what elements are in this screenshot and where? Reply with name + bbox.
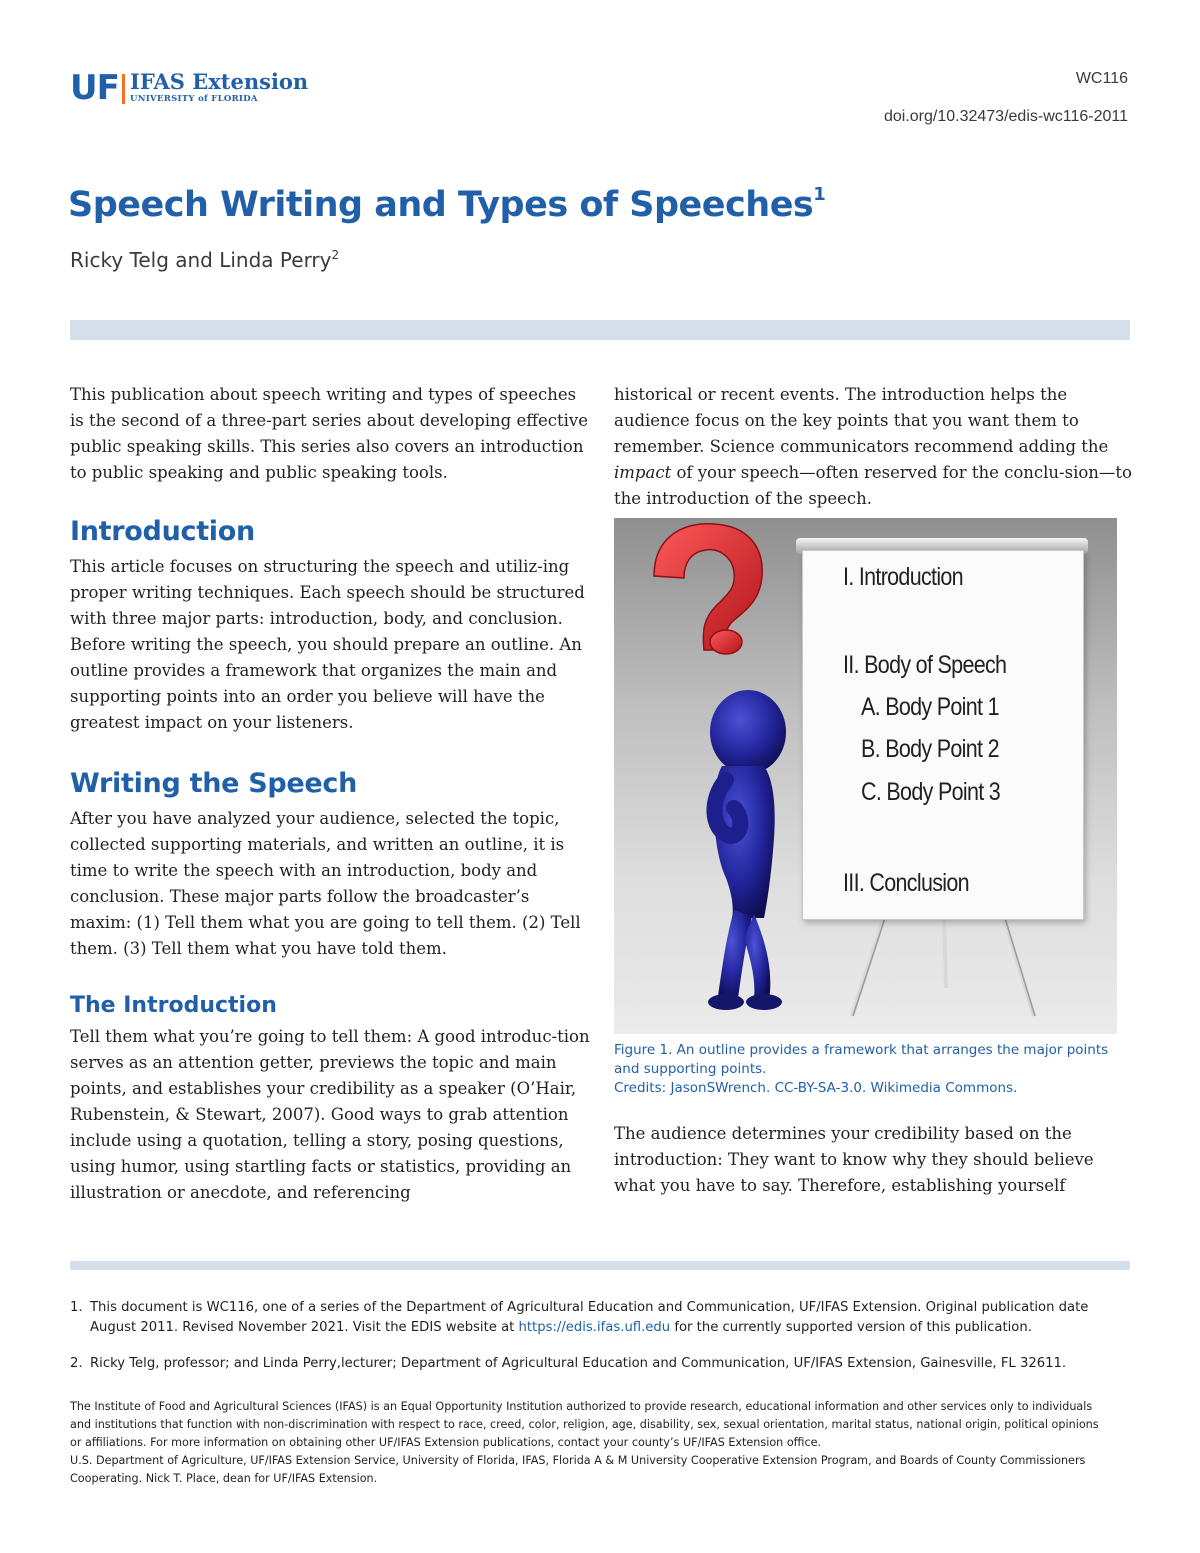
legal-notice-usda: U.S. Department of Agriculture, UF/IFAS Extension Service, University of Florida, IFAS, Florida A & M University Cooperative Extension Program, and Boards of County Commissioners Cooperating. Nick T. Place, dean for UF/IFAS Extension. — [70, 1454, 1086, 1485]
thinking-figure-illustration — [614, 518, 1117, 1034]
introduction-paragraph: This article focuses on structuring the speech and utiliz-ing proper writing techniques. Each speech should be structured with three major parts: introduction, body, and conclusion. Before writing the speech, you should prepare an outline. An outline provides a framework that organizes the main and supporting points into an order you believe will have the greatest impact on your listeners. — [70, 557, 585, 732]
figure-caption — [614, 1041, 1124, 1098]
doi-link[interactable]: doi.org/10.32473/edis-wc116-2011 — [883, 108, 1128, 125]
page-title-text: Speech Writing and Types of Speeches — [68, 185, 814, 225]
document-id: WC116 — [1075, 70, 1128, 87]
right-paragraph-1-part-b: of your speech—often reserved for the conclu-sion—to the introduction of the speech. — [614, 463, 1132, 508]
figure-credits[interactable]: Credits: JasonSWrench. CC-BY-SA-3.0. Wikimedia Commons. — [614, 1080, 1018, 1096]
header-rule — [70, 320, 1130, 340]
left-column — [70, 382, 590, 1206]
heading-writing-the-speech: Writing the Speech — [70, 768, 358, 799]
footnote-2 — [70, 1354, 1120, 1374]
right-paragraph-2: The audience determines your credibility based on the introduction: They want to know why they should believe what you have to say. Therefore, establishing yourself — [614, 1124, 1094, 1195]
figure-caption-text: Figure 1. An outline provides a framework that arranges the major points and supporting points. — [614, 1042, 1109, 1077]
logo-divider — [122, 74, 125, 104]
right-column-bottom — [614, 1121, 1124, 1199]
board-line-6: III. Conclusion — [843, 869, 969, 897]
impact-emphasis: impact — [614, 463, 672, 482]
footnote-rule — [70, 1261, 1130, 1270]
authors-footnote-ref[interactable]: 2 — [331, 248, 340, 262]
footnote-2-number: 2. — [70, 1356, 83, 1371]
logo-university-of-florida: UNIVERSITY of FLORIDA — [130, 94, 258, 104]
board-line-1: I. Introduction — [843, 563, 963, 591]
ufifas-logo — [70, 68, 330, 110]
authors-text: Ricky Telg and Linda Perry — [70, 248, 332, 272]
logo-uf-mark: UF — [70, 68, 119, 108]
footnote-2-body: Ricky Telg, professor; and Linda Perry,lecturer; Department of Agricultural Education and Communication, UF/IFAS Extension, Gainesville, FL 32611. — [90, 1356, 1067, 1371]
title-footnote-ref[interactable]: 1 — [813, 184, 826, 205]
writing-paragraph: After you have analyzed your audience, selected the topic, collected supporting materials, and written an outline, it is time to write the speech with an introduction, body and conclusion. These major parts follow the broadcaster’s maxim: (1) Tell them what you are going to tell them. (2) Tell them. (3) Tell them what you have told them. — [70, 809, 581, 958]
right-column-top — [614, 382, 1134, 512]
board-line-3: A. Body Point 1 — [861, 693, 999, 721]
footnote-1-text-b: for the currently supported version of this publication. — [670, 1320, 1032, 1335]
authors — [70, 248, 339, 272]
board-line-2: II. Body of Speech — [843, 651, 1007, 679]
heading-introduction: Introduction — [70, 516, 255, 547]
heading-the-introduction: The Introduction — [70, 993, 277, 1018]
legal-notice — [70, 1398, 1110, 1488]
intro-paragraph: This publication about speech writing and types of speeches is the second of a three-part series about developing effective public speaking skills. This series also covers an introduction to public speaking and public speaking tools. — [70, 385, 588, 482]
footnote-1-text-a: This document is WC116, one of a series of the Department of Agricultural Education and Communication, UF/IFAS Extension. Original publication date August 2011. Revised November 2021. Visit the EDIS website at — [90, 1300, 1089, 1335]
legal-notice-eeo: The Institute of Food and Agricultural Sciences (IFAS) is an Equal Opportunity Institution authorized to provide research, educational information and other services only to individuals and institutions that function with non-discrimination with respect to race, creed, color, religion, age, disability, sex, sexual orientation, marital status, national origin, political opinions or affiliations. For more information on obtaining other UF/IFAS Extension publications, contact your county’s UF/IFAS Extension office. — [70, 1400, 1099, 1449]
right-paragraph-1 — [614, 382, 1134, 512]
board-line-5: C. Body Point 3 — [861, 778, 1001, 806]
figure-outline-illustration — [614, 518, 1117, 1034]
board-line-4: B. Body Point 2 — [861, 735, 999, 763]
page-title — [68, 184, 825, 225]
right-paragraph-1-part-a: historical or recent events. The introduction helps the audience focus on the key points that you want them to remember. Science communicators recommend adding the — [614, 385, 1109, 456]
logo-ifas-extension: IFAS Extension — [130, 69, 309, 94]
footnote-1 — [70, 1298, 1120, 1338]
footnote-1-body — [90, 1298, 1120, 1338]
edis-website-link[interactable]: https://edis.ifas.ufl.edu — [518, 1320, 671, 1335]
the-introduction-paragraph: Tell them what you’re going to tell them: A good introduc-tion serves as an attention getter, previews the topic and main points, and establishes your credibility as a speaker (O’Hair, Rubenstein, & Stewart, 2007). Good ways to grab attention include using a quotation, telling a story, posing questions, using humor, using startling facts or statistics, providing an illustration or anecdote, and referencing — [70, 1027, 590, 1202]
footnote-1-number: 1. — [70, 1300, 83, 1315]
